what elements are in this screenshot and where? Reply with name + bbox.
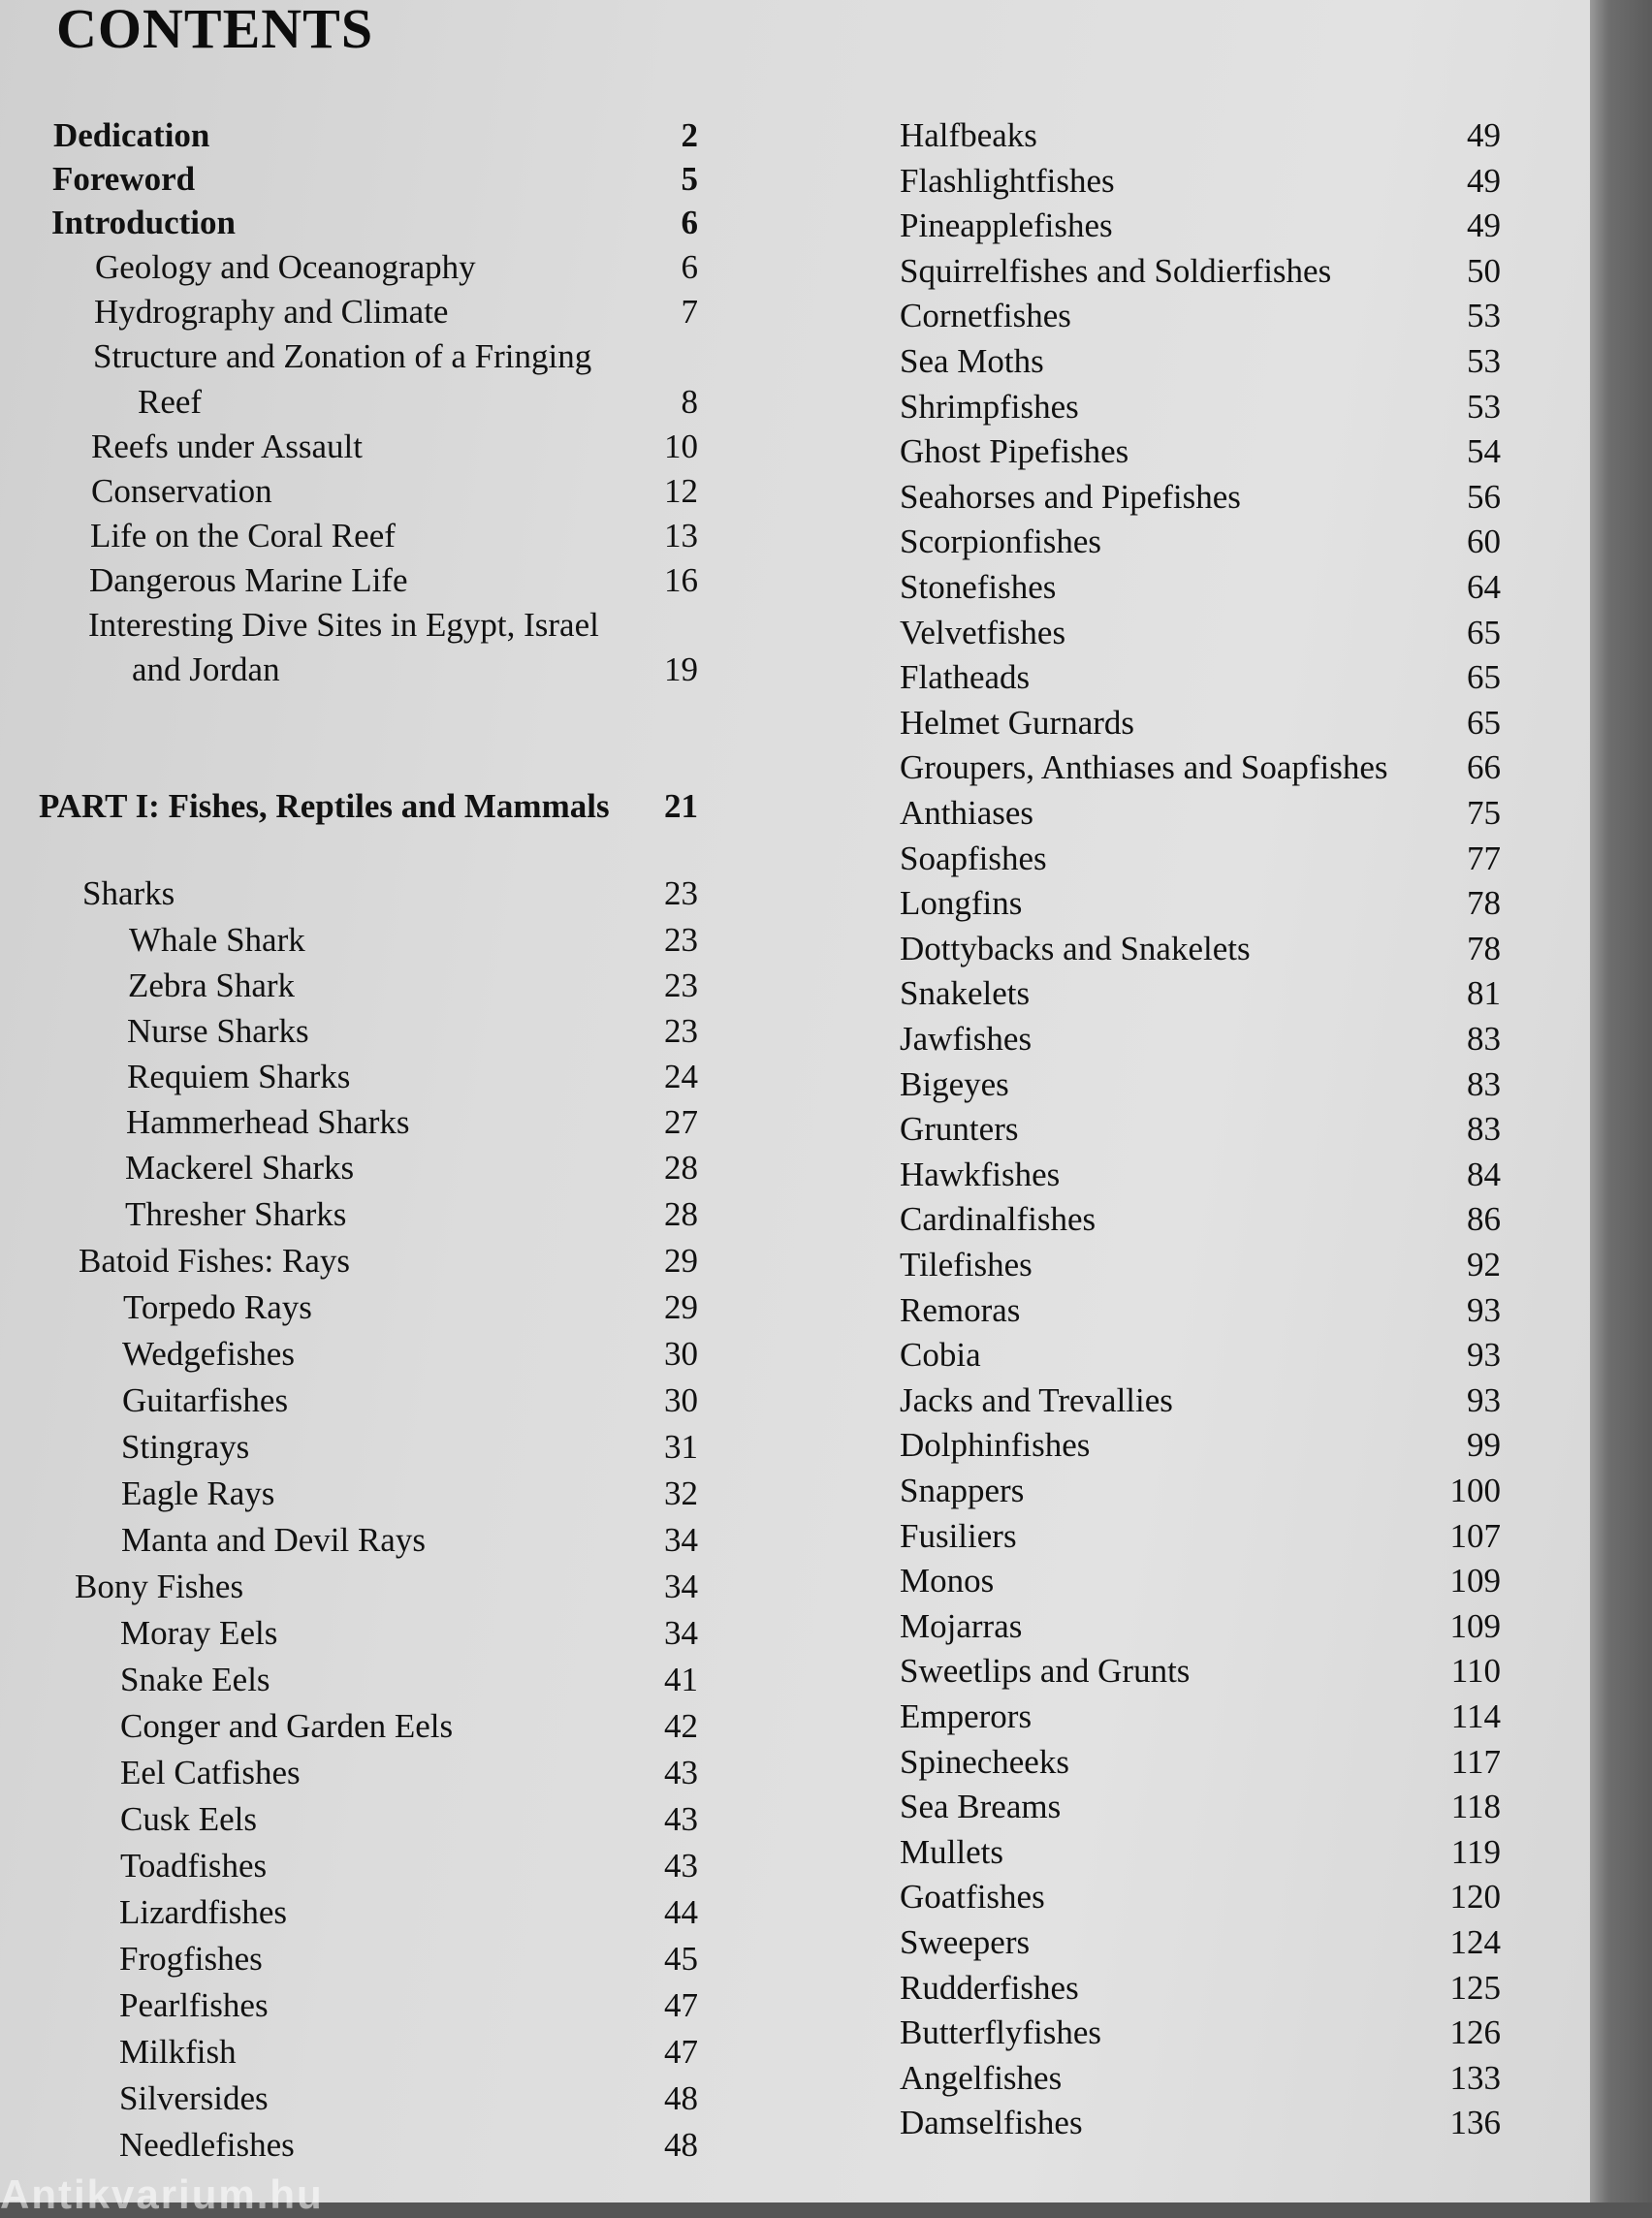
toc-entry-title: Stingrays xyxy=(121,1428,250,1466)
toc-entry-page: 81 xyxy=(1467,974,1501,1012)
toc-entry-title: Guitarfishes xyxy=(122,1381,289,1419)
toc-entry-page: 107 xyxy=(1449,1517,1501,1555)
toc-entry-title: Toadfishes xyxy=(120,1847,268,1885)
toc-entry-title: Squirrelfishes and Soldierfishes xyxy=(900,252,1332,290)
toc-entry-page: 19 xyxy=(664,650,698,688)
toc-entry-title: Interesting Dive Sites in Egypt, Israel xyxy=(88,606,599,644)
toc-entry-page: 84 xyxy=(1467,1156,1501,1193)
toc-entry-page: 93 xyxy=(1467,1381,1501,1419)
toc-entry-title: Dedication xyxy=(53,116,210,154)
toc-entry-title: Pearlfishes xyxy=(119,1986,269,2024)
toc-entry-page: 78 xyxy=(1467,884,1501,922)
toc-entry-page: 92 xyxy=(1467,1246,1501,1283)
toc-entry-page: 83 xyxy=(1467,1020,1501,1058)
toc-entry-title: Eel Catfishes xyxy=(120,1754,301,1791)
toc-entry-title: Hydrography and Climate xyxy=(94,293,449,331)
toc-entry-page: 93 xyxy=(1467,1291,1501,1329)
toc-entry-page: 13 xyxy=(664,517,698,554)
toc-entry-title: Dangerous Marine Life xyxy=(89,561,408,599)
toc-entry-page: 119 xyxy=(1450,1833,1501,1871)
toc-entry-page: 43 xyxy=(664,1800,698,1838)
toc-entry-page: 45 xyxy=(664,1940,698,1978)
toc-entry-title: Cardinalfishes xyxy=(900,1200,1096,1238)
toc-entry-page: 56 xyxy=(1467,478,1501,516)
toc-entry-title: Needlefishes xyxy=(119,2126,295,2164)
toc-entry-page: 42 xyxy=(664,1707,698,1745)
toc-entry-title: Structure and Zonation of a Fringing xyxy=(93,337,592,375)
toc-entry-page: 53 xyxy=(1467,342,1501,380)
toc-entry-title: Mackerel Sharks xyxy=(125,1149,355,1187)
toc-entry-title: Stonefishes xyxy=(900,568,1057,606)
toc-entry-title: Conservation xyxy=(91,472,272,510)
toc-entry-title: Sweetlips and Grunts xyxy=(900,1652,1191,1690)
toc-entry-page: 53 xyxy=(1467,388,1501,426)
toc-entry-title: Angelfishes xyxy=(900,2059,1063,2097)
toc-entry-title: Moray Eels xyxy=(120,1614,278,1652)
toc-entry-page: 117 xyxy=(1450,1743,1501,1781)
toc-entry-page: 12 xyxy=(664,472,698,510)
page-title: CONTENTS xyxy=(56,0,374,60)
toc-entry-page: 120 xyxy=(1449,1878,1501,1916)
toc-entry-page: 32 xyxy=(664,1474,698,1512)
toc-entry-title: Hawkfishes xyxy=(900,1156,1061,1193)
toc-entry-page: 65 xyxy=(1467,658,1501,696)
toc-entry-title: Batoid Fishes: Rays xyxy=(79,1242,351,1280)
toc-entry-title: Thresher Sharks xyxy=(125,1195,347,1233)
toc-entry-title: Eagle Rays xyxy=(121,1474,275,1512)
toc-entry-page: 28 xyxy=(664,1195,698,1233)
toc-entry-page: 49 xyxy=(1467,206,1501,244)
toc-entry-page: 50 xyxy=(1467,252,1501,290)
toc-entry-page: 53 xyxy=(1467,297,1501,334)
toc-entry-page: 41 xyxy=(664,1661,698,1698)
toc-entry-title: Life on the Coral Reef xyxy=(90,517,396,554)
toc-entry-title: PART I: Fishes, Reptiles and Mammals xyxy=(39,787,610,825)
toc-entry-page: 24 xyxy=(664,1058,698,1095)
toc-entry-page: 133 xyxy=(1449,2059,1501,2097)
toc-entry-title: Requiem Sharks xyxy=(127,1058,351,1095)
toc-entry-page: 10 xyxy=(664,428,698,465)
toc-entry-page: 110 xyxy=(1450,1652,1501,1690)
toc-entry-page: 47 xyxy=(664,1986,698,2024)
toc-entry-page: 78 xyxy=(1467,930,1501,967)
toc-entry-page: 86 xyxy=(1467,1200,1501,1238)
toc-entry-page: 109 xyxy=(1449,1607,1501,1645)
toc-entry-page: 125 xyxy=(1449,1969,1501,2007)
toc-entry-title: Snappers xyxy=(900,1472,1025,1509)
toc-entry-page: 21 xyxy=(664,787,698,825)
toc-entry-title: Damselfishes xyxy=(900,2104,1083,2141)
toc-entry-page: 23 xyxy=(664,874,698,912)
toc-entry-title: Halfbeaks xyxy=(900,116,1037,154)
toc-entry-page: 16 xyxy=(664,561,698,599)
toc-entry-page: 109 xyxy=(1449,1562,1501,1600)
toc-entry-title: Goatfishes xyxy=(900,1878,1045,1916)
toc-right-column xyxy=(900,0,1578,2202)
toc-entry-page: 114 xyxy=(1450,1697,1501,1735)
toc-entry-title: Dottybacks and Snakelets xyxy=(900,930,1251,967)
toc-entry-title: Manta and Devil Rays xyxy=(121,1521,426,1559)
toc-entry-title: Frogfishes xyxy=(119,1940,263,1978)
toc-entry-page: 49 xyxy=(1467,116,1501,154)
toc-entry-title: Zebra Shark xyxy=(128,966,296,1004)
toc-entry-page: 136 xyxy=(1449,2104,1501,2141)
toc-entry-title: Cobia xyxy=(900,1336,981,1374)
toc-entry-title: Torpedo Rays xyxy=(123,1288,312,1326)
watermark: Antikvarium.hu xyxy=(0,2171,324,2217)
toc-entry-title: Remoras xyxy=(900,1291,1021,1329)
toc-entry-title: Cornetfishes xyxy=(900,297,1071,334)
toc-entry-page: 100 xyxy=(1449,1472,1501,1509)
toc-entry-title: Nurse Sharks xyxy=(127,1012,309,1050)
toc-entry-title: Groupers, Anthiases and Soapfishes xyxy=(900,748,1388,786)
toc-entry-title: Whale Shark xyxy=(129,921,305,959)
toc-entry-title: Mullets xyxy=(900,1833,1003,1871)
toc-entry-title: Dolphinfishes xyxy=(900,1426,1091,1464)
page-edge-shadow xyxy=(1590,0,1652,2202)
toc-entry-title: Conger and Garden Eels xyxy=(120,1707,454,1745)
toc-entry-title: Flatheads xyxy=(900,658,1031,696)
toc-entry-page: 7 xyxy=(681,293,698,331)
toc-entry-title: Sweepers xyxy=(900,1923,1031,1961)
toc-entry-page: 83 xyxy=(1467,1110,1501,1148)
toc-entry-page: 126 xyxy=(1449,2013,1501,2051)
toc-entry-page: 6 xyxy=(681,204,698,241)
toc-entry-page: 124 xyxy=(1449,1923,1501,1961)
toc-entry-page: 44 xyxy=(664,1893,698,1931)
toc-entry-title: Monos xyxy=(900,1562,995,1600)
toc-entry-title: Cusk Eels xyxy=(120,1800,257,1838)
toc-entry-page: 48 xyxy=(664,2126,698,2164)
toc-entry-page: 30 xyxy=(664,1381,698,1419)
toc-entry-title: Mojarras xyxy=(900,1607,1023,1645)
toc-entry-page: 6 xyxy=(681,248,698,286)
toc-entry-page: 31 xyxy=(664,1428,698,1466)
toc-entry-page: 23 xyxy=(664,966,698,1004)
toc-entry-page: 29 xyxy=(664,1288,698,1326)
toc-entry-title: and Jordan xyxy=(132,650,280,688)
toc-entry-title: Seahorses and Pipefishes xyxy=(900,478,1241,516)
toc-entry-page: 23 xyxy=(664,921,698,959)
toc-entry-title: Ghost Pipefishes xyxy=(900,432,1129,470)
toc-entry-title: Flashlightfishes xyxy=(900,162,1115,200)
toc-entry-title: Spinecheeks xyxy=(900,1743,1069,1781)
toc-entry-page: 8 xyxy=(681,383,698,421)
toc-entry-title: Bony Fishes xyxy=(75,1568,244,1605)
toc-entry-title: Reef xyxy=(138,383,203,421)
toc-entry-title: Grunters xyxy=(900,1110,1019,1148)
toc-entry-page: 34 xyxy=(664,1614,698,1652)
toc-entry-title: Shrimpfishes xyxy=(900,388,1079,426)
toc-entry-title: Foreword xyxy=(52,160,196,198)
toc-entry-page: 65 xyxy=(1467,704,1501,742)
toc-entry-page: 27 xyxy=(664,1103,698,1141)
toc-entry-page: 43 xyxy=(664,1754,698,1791)
toc-entry-title: Pineapplefishes xyxy=(900,206,1113,244)
toc-entry-page: 99 xyxy=(1467,1426,1501,1464)
toc-left-column xyxy=(0,0,717,2202)
toc-entry-page: 60 xyxy=(1467,523,1501,560)
toc-entry-page: 47 xyxy=(664,2033,698,2071)
toc-entry-title: Jacks and Trevallies xyxy=(900,1381,1173,1419)
toc-entry-page: 30 xyxy=(664,1335,698,1373)
toc-entry-page: 93 xyxy=(1467,1336,1501,1374)
toc-entry-title: Longfins xyxy=(900,884,1023,922)
toc-entry-title: Sharks xyxy=(82,874,175,912)
toc-entry-title: Lizardfishes xyxy=(119,1893,287,1931)
toc-entry-title: Helmet Gurnards xyxy=(900,704,1135,742)
toc-entry-title: Fusiliers xyxy=(900,1517,1017,1555)
toc-entry-title: Emperors xyxy=(900,1697,1032,1735)
toc-entry-page: 29 xyxy=(664,1242,698,1280)
toc-entry-page: 48 xyxy=(664,2079,698,2117)
toc-entry-page: 2 xyxy=(681,116,698,154)
toc-entry-page: 118 xyxy=(1450,1788,1501,1825)
toc-entry-title: Reefs under Assault xyxy=(91,428,363,465)
toc-entry-title: Hammerhead Sharks xyxy=(126,1103,410,1141)
toc-entry-page: 77 xyxy=(1467,840,1501,877)
toc-entry-page: 43 xyxy=(664,1847,698,1885)
toc-entry-title: Sea Breams xyxy=(900,1788,1062,1825)
toc-entry-title: Butterflyfishes xyxy=(900,2013,1102,2051)
toc-entry-title: Wedgefishes xyxy=(122,1335,295,1373)
toc-entry-page: 34 xyxy=(664,1521,698,1559)
toc-entry-page: 66 xyxy=(1467,748,1501,786)
toc-entry-title: Anthiases xyxy=(900,794,1034,832)
toc-entry-title: Tilefishes xyxy=(900,1246,1032,1283)
toc-entry-page: 34 xyxy=(664,1568,698,1605)
toc-entry-title: Sea Moths xyxy=(900,342,1044,380)
toc-entry-title: Silversides xyxy=(119,2079,269,2117)
toc-entry-page: 49 xyxy=(1467,162,1501,200)
toc-entry-title: Snakelets xyxy=(900,974,1031,1012)
toc-entry-title: Velvetfishes xyxy=(900,614,1066,651)
toc-entry-title: Snake Eels xyxy=(120,1661,270,1698)
toc-entry-title: Rudderfishes xyxy=(900,1969,1079,2007)
toc-entry-page: 28 xyxy=(664,1149,698,1187)
toc-entry-title: Introduction xyxy=(51,204,236,241)
toc-entry-title: Jawfishes xyxy=(900,1020,1032,1058)
toc-entry-page: 64 xyxy=(1467,568,1501,606)
toc-entry-page: 83 xyxy=(1467,1065,1501,1103)
toc-entry-page: 54 xyxy=(1467,432,1501,470)
toc-entry-title: Soapfishes xyxy=(900,840,1047,877)
toc-entry-title: Geology and Oceanography xyxy=(95,248,476,286)
toc-entry-title: Bigeyes xyxy=(900,1065,1009,1103)
toc-entry-title: Scorpionfishes xyxy=(900,523,1102,560)
toc-entry-page: 5 xyxy=(681,160,698,198)
toc-entry-page: 75 xyxy=(1467,794,1501,832)
toc-entry-title: Milkfish xyxy=(119,2033,237,2071)
toc-entry-page: 65 xyxy=(1467,614,1501,651)
toc-entry-page: 23 xyxy=(664,1012,698,1050)
